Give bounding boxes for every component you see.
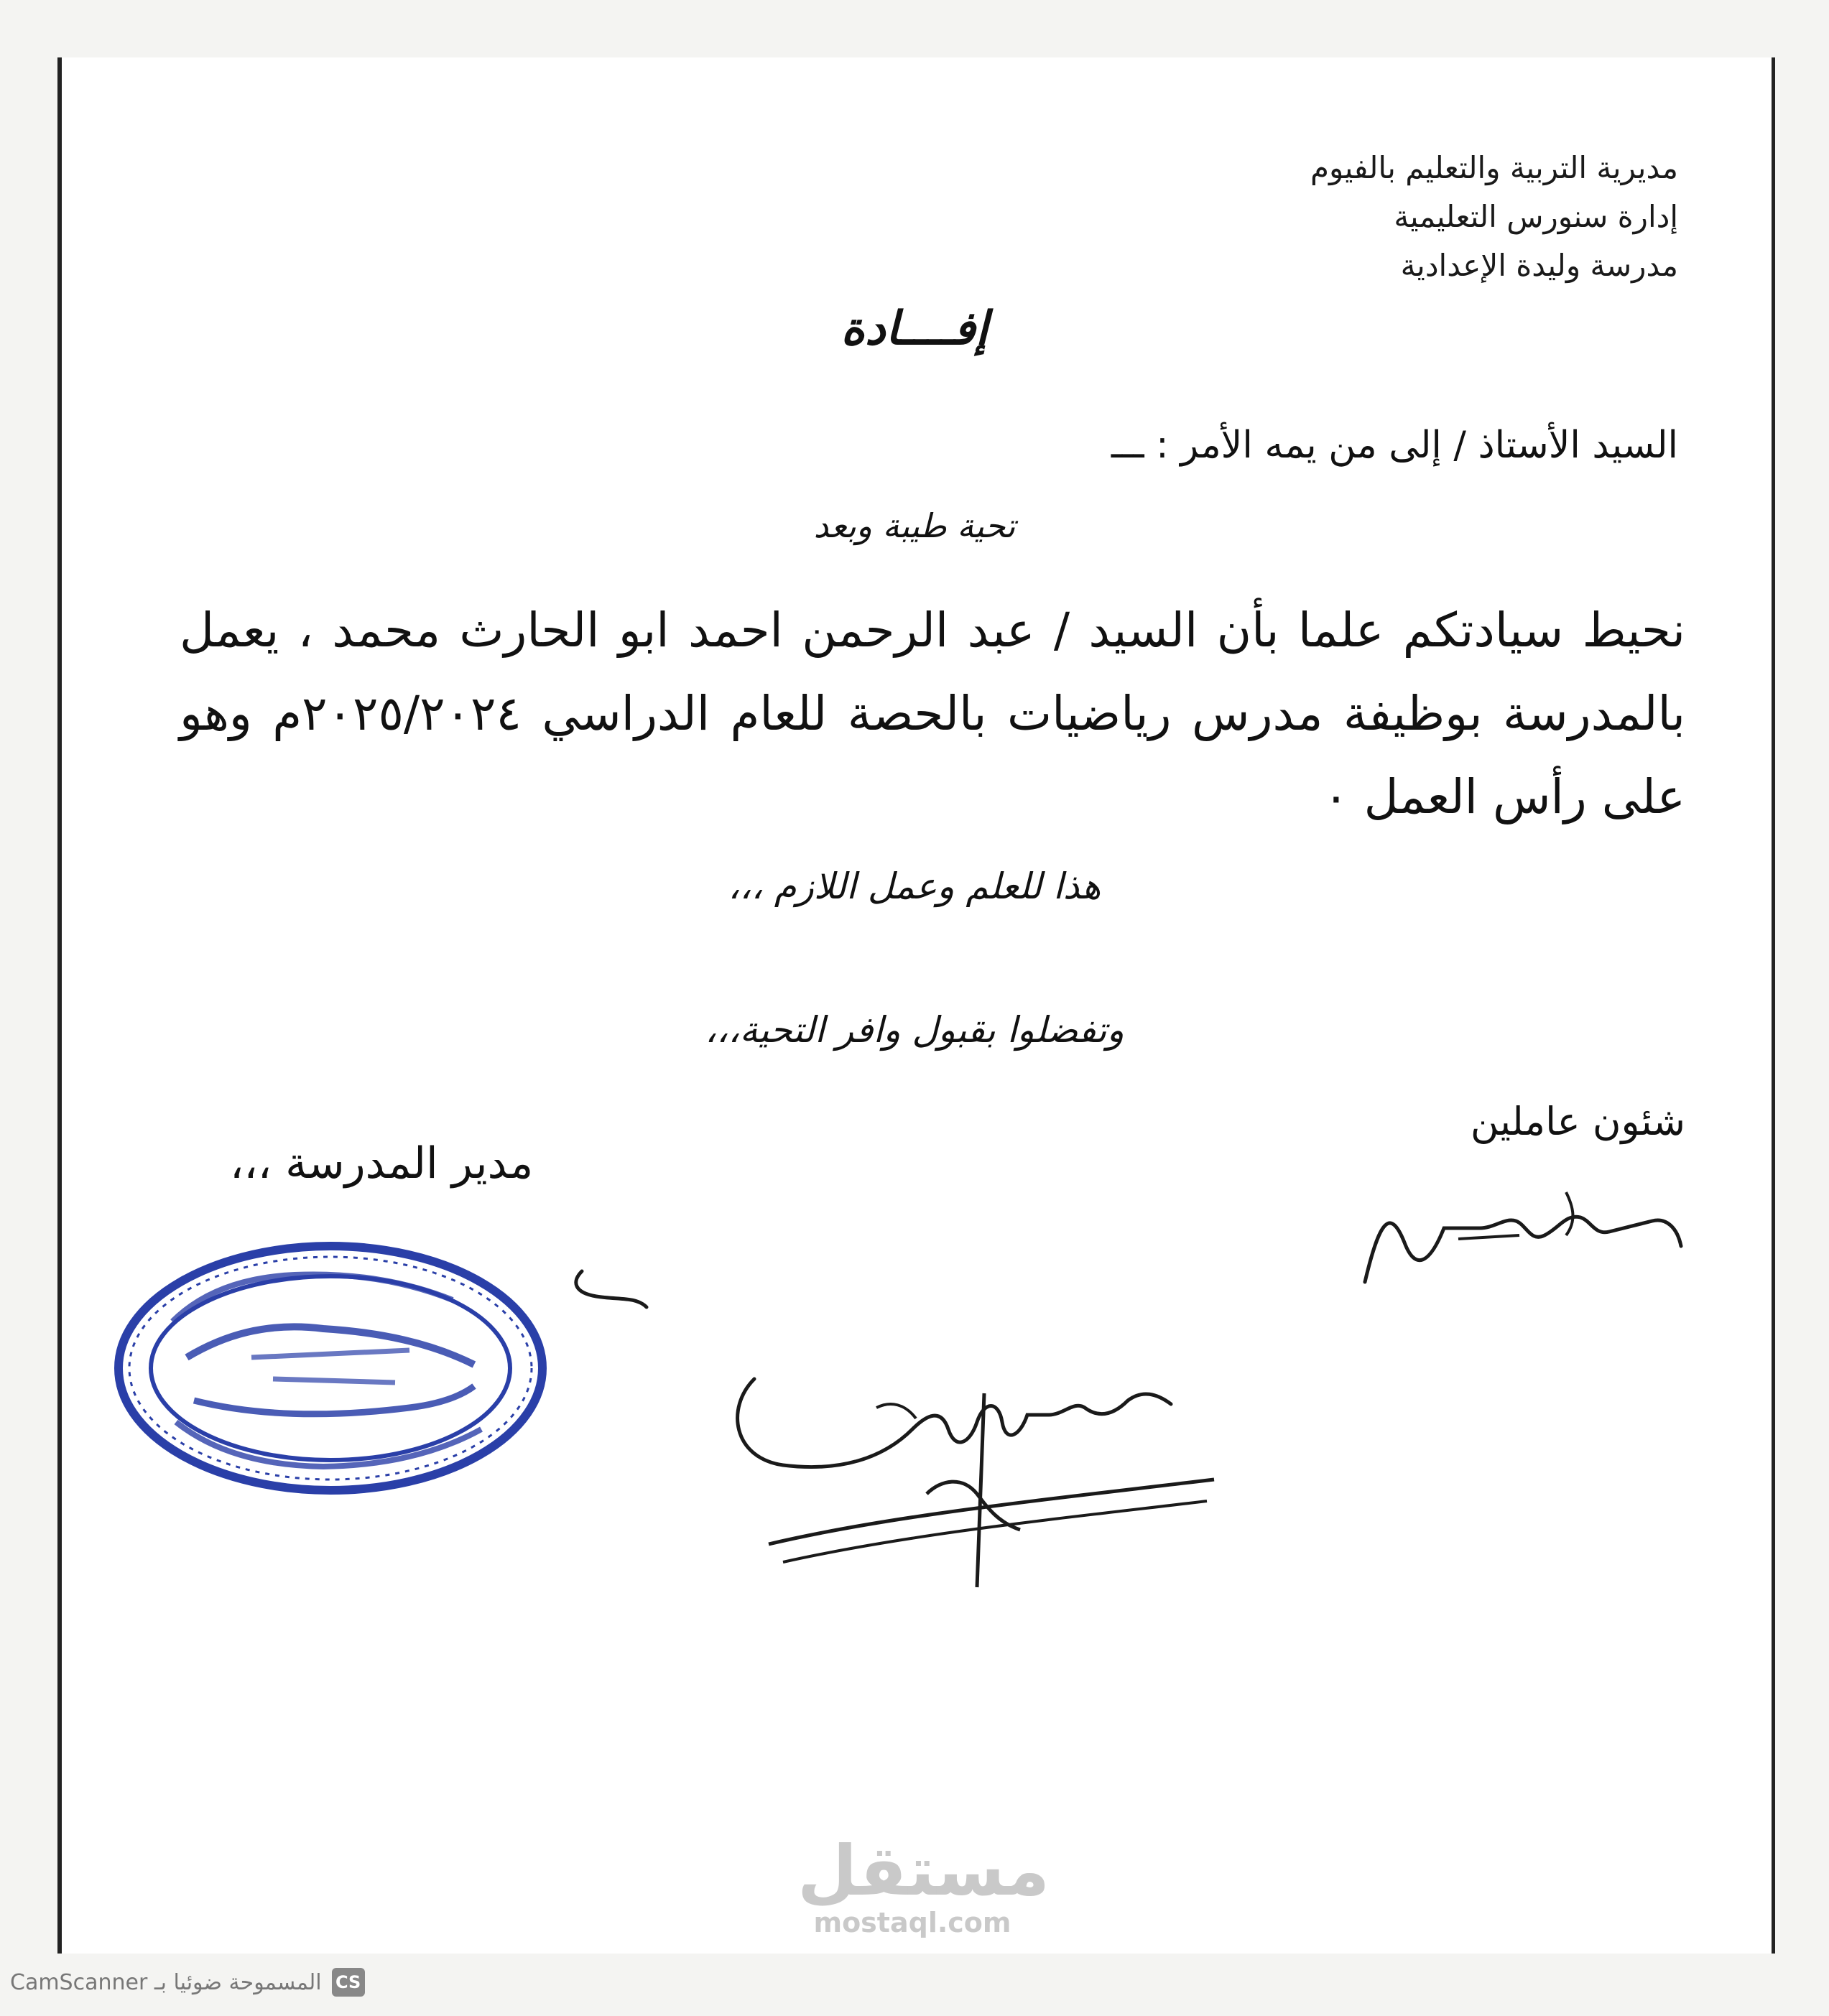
letterhead-school: مدرسة وليدة الإعدادية [1400, 248, 1678, 283]
school-director-label: مدير المدرسة ،،، [230, 1138, 534, 1189]
document-title: إفــــادة [841, 302, 988, 356]
body-paragraph: نحيط سيادتكم علما بأن السيد / عبد الرحمن احمد ابو الحارث محمد ، يعمل بالمدرسة بوظيفة مدرس رياضيات بالحصة للعام الدراسي ٢٠٢٥/٢٠٢٤م وهو على رأس العمل ٠ [180, 603, 1685, 824]
hr-affairs-label: شئون عاملين [1470, 1099, 1685, 1144]
watermark-latin: mostaql.com [813, 1907, 1011, 1938]
scanner-caption: المسموحة ضوئيا بـ CamScanner [10, 1969, 322, 1995]
scanner-badge [10, 1968, 365, 1997]
closing-line-1: هذا للعلم وعمل اللازم ،،، [728, 865, 1101, 907]
letterhead [1032, 144, 1678, 290]
closing-line-2: وتفضلوا بقبول وافر التحية،،، [705, 1009, 1124, 1051]
official-stamp [108, 1235, 553, 1501]
director-signature [711, 1350, 1228, 1623]
mostaql-watermark [797, 1831, 1050, 1938]
letterhead-directorate: مديرية التربية والتعليم بالفيوم [1310, 150, 1678, 185]
hr-signature [1351, 1178, 1695, 1300]
watermark-arabic: مستقل [797, 1831, 1050, 1911]
stamp-mark [568, 1264, 654, 1321]
camscanner-icon: CS [332, 1968, 365, 1997]
letterhead-administration: إدارة سنورس التعليمية [1394, 199, 1678, 234]
addressee-line: السيد الأستاذ / إلى من يمه الأمر : ـــ [1111, 424, 1678, 467]
greeting-line: تحية طيبة وبعد [813, 506, 1016, 545]
